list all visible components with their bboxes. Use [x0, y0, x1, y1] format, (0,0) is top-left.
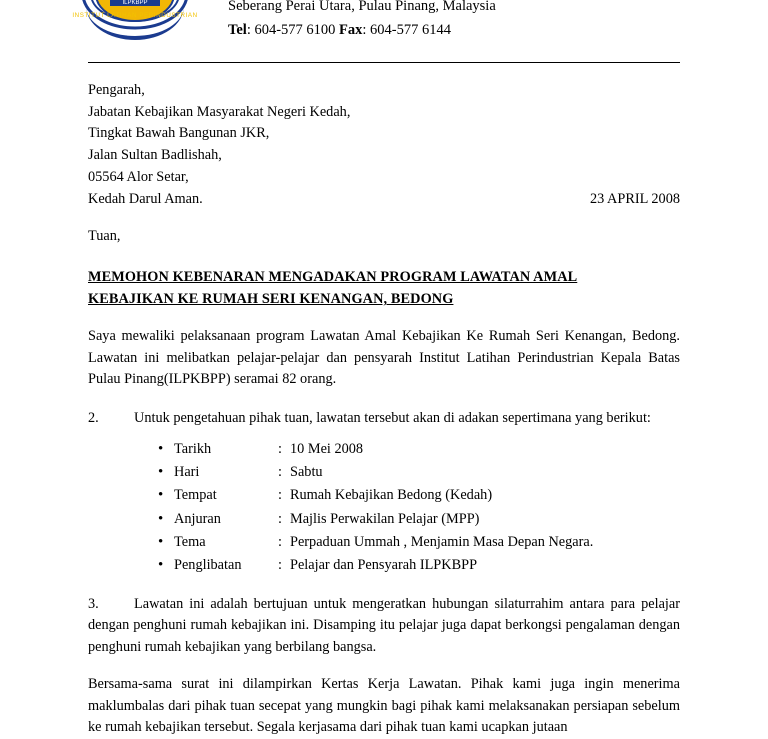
detail-value: Rumah Kebajikan Bedong (Kedah)	[290, 487, 493, 504]
letter-body	[88, 80, 680, 739]
fax-value: : 604-577 6144	[362, 22, 452, 39]
detail-value: 10 Mei 2008	[290, 441, 364, 458]
letter-subject	[88, 266, 680, 310]
recipient-line: Pengarah,	[88, 82, 145, 98]
letterhead-text	[228, 0, 496, 41]
paragraph-3	[88, 594, 680, 658]
paragraph-4: Bersama-sama surat ini dilampirkan Kertas Kerja Lawatan. Pihak kami juga ingin menerima maklumbalas dari pihak tuan secepat yang mungkin bagi pihak kami melaksanakan persiapan sebelum ke rumah kebajikan tersebut. Segala kerjasama dari pihak tuan kami ucapkan jutaan	[88, 676, 680, 736]
detail-value: Perpaduan Ummah , Menjamin Masa Depan Negara.	[290, 533, 594, 550]
detail-value: Pelajar dan Pensyarah ILPKBPP	[290, 556, 478, 573]
paragraph-3-number: 3.	[88, 596, 99, 613]
list-item	[174, 554, 680, 577]
detail-colon: :	[278, 441, 282, 458]
detail-value: Majlis Perwakilan Pelajar (MPP)	[290, 510, 480, 527]
subject-line-1: MEMOHON KEBENARAN MENGADAKAN PROGRAM LAWATAN AMAL	[88, 269, 578, 286]
recipient-line: Tingkat Bawah Bangunan JKR,	[88, 125, 270, 142]
detail-colon: :	[278, 533, 282, 550]
detail-colon: :	[278, 487, 282, 504]
detail-value: Sabtu	[290, 464, 323, 481]
detail-label: Tarikh	[174, 441, 212, 458]
detail-label: Anjuran	[174, 510, 221, 527]
detail-label: Tema	[174, 533, 206, 550]
tel-label: Tel	[228, 22, 247, 39]
salutation: Tuan,	[88, 228, 121, 245]
list-item	[174, 508, 680, 531]
list-item	[174, 461, 680, 484]
letterhead-address: Seberang Perai Utara, Pulau Pinang, Malaysia	[228, 0, 496, 14]
paragraph-2-number: 2.	[88, 409, 99, 426]
detail-colon: :	[278, 510, 282, 527]
recipient-line: Jalan Sultan Badlishah,	[88, 147, 222, 164]
letter-date: 23 APRIL 2008	[589, 191, 680, 208]
subject-line-2: KEBAJIKAN KE RUMAH SERI KENANGAN, BEDONG	[88, 291, 454, 308]
list-item	[174, 484, 680, 507]
detail-label: Hari	[174, 464, 200, 481]
letterhead	[72, 0, 680, 56]
paragraph-3-text: Lawatan ini adalah bertujuan untuk mengeratkan hubungan silaturrahim antara para pelajar dengan penghuni rumah kebajikan ini. Disamping itu pelajar juga dapat berkongsi pengalaman dengan penghuni rumah kebajikan yang berbilang bangsa.	[88, 596, 680, 655]
fax-label: Fax	[339, 22, 363, 39]
tel-value: : 604-577 6100	[246, 22, 336, 39]
header-divider	[88, 62, 680, 63]
recipient-line: 05564 Alor Setar,	[88, 168, 189, 185]
paragraph-2	[88, 408, 680, 429]
recipient-line: Kedah Darul Aman.	[88, 190, 203, 207]
institute-crest-icon	[66, 0, 204, 52]
letterhead-contacts	[228, 20, 496, 41]
paragraph-2-text: Untuk pengetahuan pihak tuan, lawatan tersebut akan di adakan sepertimana yang berikut:	[134, 409, 651, 426]
details-list	[88, 438, 680, 577]
recipient-line: Jabatan Kebajikan Masyarakat Negeri Kedah,	[88, 103, 351, 120]
paragraph-1: Saya mewaliki pelaksanaan program Lawatan Amal Kebajikan Ke Rumah Seri Kenangan, Bedong. Lawatan ini melibatkan pelajar-pelajar dan pensyarah Institut Latihan Perindustrian Kepala Batas Pulau Pinang(ILPKBPP) seramai 82 orang.	[88, 328, 680, 388]
svg-text:ILPKBPP: ILPKBPP	[122, 0, 148, 6]
svg-text:INSTITUT LATIHAN PERINDUSTRIAN: INSTITUT LATIHAN PERINDUSTRIAN	[72, 12, 198, 19]
detail-colon: :	[278, 556, 282, 573]
list-item	[174, 531, 680, 554]
list-item	[174, 438, 680, 461]
detail-label: Penglibatan	[174, 556, 242, 573]
detail-label: Tempat	[174, 487, 217, 504]
detail-colon: :	[278, 464, 282, 481]
